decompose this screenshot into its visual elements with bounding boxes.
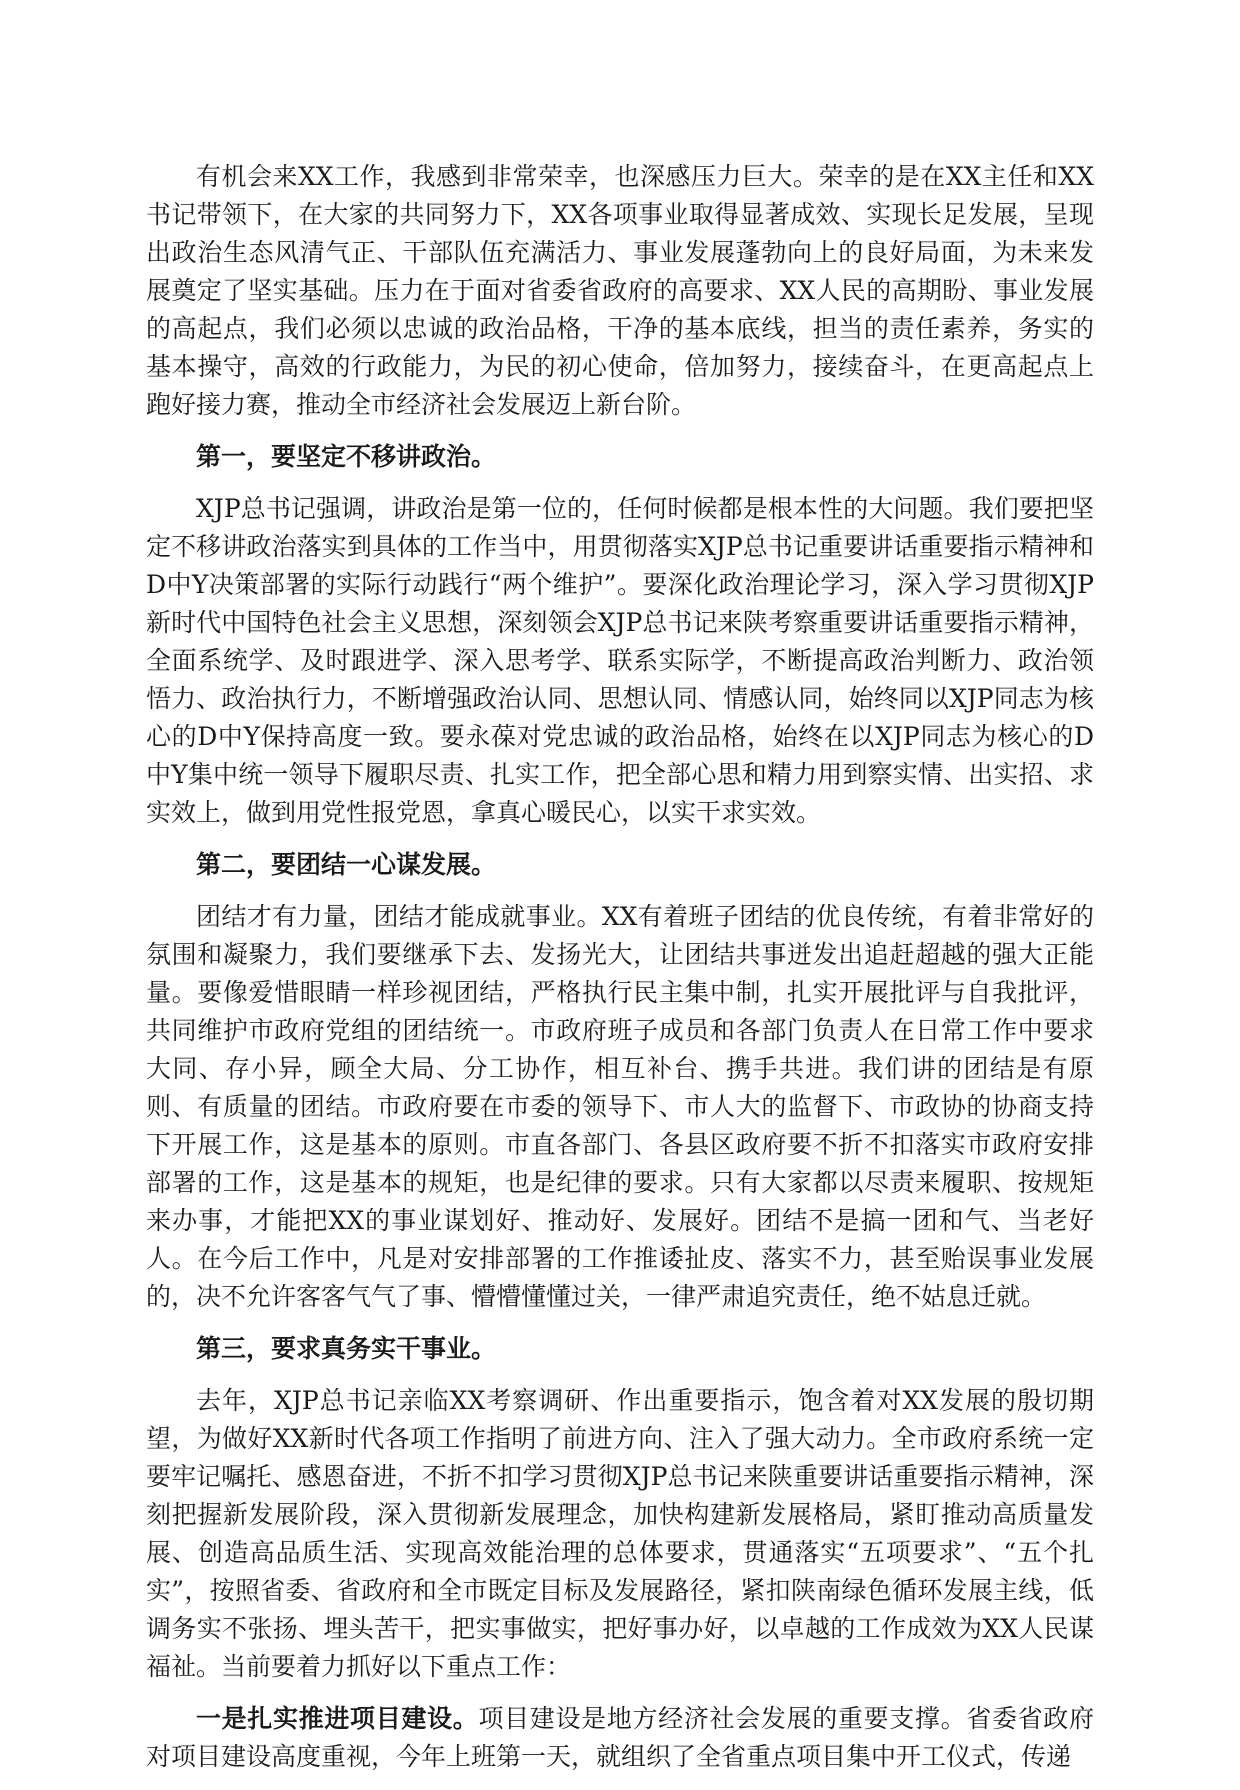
section-3-body: 去年，XJP总书记亲临XX考察调研、作出重要指示，饱含着对XX发展的殷切期望，为做好XX新时代各项工作指明了前进方向、注入了强大动力。全市政府系统一定要牢记嘱托、感恩奋进，不折不扣学习贯彻XJP总书记来陕重要讲话重要指示精神，深刻把握新发展阶段，深入贯彻新发展理念，加快构建新发展格局，紧盯推动高质量发展、创造高品质生活、实现高效能治理的总体要求，贯通落实“五项要求”、“五个扎实”，按照省委、省政府和全市既定目标及发展路径，紧扣陕南绿色循环发展主线，低调务实不张扬、埋头苦干，把实事做实，把好事办好，以卓越的工作成效为XX人民谋福祉。当前要着力抓好以下重点工作： xyxy=(146,1386,1094,1681)
document-page xyxy=(146,158,1094,1790)
section-2-body: 团结才有力量，团结才能成就事业。XX有着班子团结的优良传统，有着非常好的氛围和凝聚力，我们要继承下去、发扬光大，让团结共事迸发出追赶超越的强大正能量。要像爱惜眼睛一样珍视团结，严格执行民主集中制，扎实开展批评与自我批评，共同维护市政府党组的团结统一。市政府班子成员和各部门负责人在日常工作中要求大同、存小异，顾全大局、分工协作，相互补台、携手共进。我们讲的团结是有原则、有质量的团结。市政府要在市委的领导下、市人大的监督下、市政协的协商支持下开展工作，这是基本的原则。市直各部门、各县区政府要不折不扣落实市政府安排部署的工作，这是基本的规矩，也是纪律的要求。只有大家都以尽责来履职、按规矩来办事，才能把XX的事业谋划好、推动好、发展好。团结不是搞一团和气、当老好人。在今后工作中，凡是对安排部署的工作推诿扯皮、落实不力，甚至贻误事业发展的，决不允许客客气气了事、懵懵懂懂过关，一律严肃追究责任，绝不姑息迁就。 xyxy=(146,902,1094,1311)
intro-paragraph: 有机会来XX工作，我感到非常荣幸，也深感压力巨大。荣幸的是在XX主任和XX书记带领下，在大家的共同努力下，XX各项事业取得显著成效、实现长足发展，呈现出政治生态风清气正、干部队伍充满活力、事业发展蓬勃向上的良好局面，为未来发展奠定了坚实基础。压力在于面对省委省政府的高要求、XX人民的高期盼、事业发展的高起点，我们必须以忠诚的政治品格，干净的基本底线，担当的责任素养，务实的基本操守，高效的行政能力，为民的初心使命，倍加努力，接续奋斗，在更高起点上跑好接力赛，推动全市经济社会发展迈上新台阶。 xyxy=(146,162,1094,419)
item-1-paragraph xyxy=(146,1700,1094,1776)
item-1-body: 项目建设是地方经济社会发展的重要支撑。省委省政府对项目建设高度重视，今年上班第一天，就组织了全省重点项目集中开工仪式，传递 xyxy=(146,1704,1094,1771)
section-1-heading: 第一，要坚定不移讲政治。 xyxy=(196,442,497,471)
section-3-heading: 第三，要求真务实干事业。 xyxy=(196,1334,497,1363)
section-2-heading: 第二，要团结一心谋发展。 xyxy=(196,850,497,879)
section-1-body: XJP总书记强调，讲政治是第一位的，任何时候都是根本性的大问题。我们要把坚定不移讲政治落实到具体的工作当中，用贯彻落实XJP总书记重要讲话重要指示精神和D中Y决策部署的实际行动践行“两个维护”。要深化政治理论学习，深入学习贯彻XJP新时代中国特色社会主义思想，深刻领会XJP总书记来陕考察重要讲话重要指示精神，全面系统学、及时跟进学、深入思考学、联系实际学，不断提高政治判断力、政治领悟力、政治执行力，不断增强政治认同、思想认同、情感认同，始终同以XJP同志为核心的D中Y保持高度一致。要永葆对党忠诚的政治品格，始终在以XJP同志为核心的D中Y集中统一领导下履职尽责、扎实工作，把全部心思和精力用到察实情、出实招、求实效上，做到用党性报党恩，拿真心暖民心，以实干求实效。 xyxy=(146,494,1094,827)
item-1-lead: 一是扎实推进项目建设。 xyxy=(196,1704,479,1733)
